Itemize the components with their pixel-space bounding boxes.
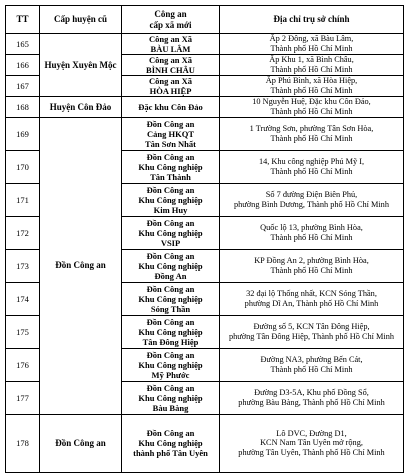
table-header-row <box>6 6 404 34</box>
address-line: 1 Trường Sơn, phường Tân Sơn Hòa, <box>249 123 374 133</box>
address-line: Thành phố Hồ Chí Minh <box>270 265 353 275</box>
table-row <box>6 97 404 118</box>
address-cell <box>220 97 404 118</box>
unit-line: Cảng HKQT <box>147 128 194 139</box>
address-line: Thành phố Hồ Chí Minh <box>270 232 353 242</box>
header-unit-line: cấp xã mới <box>149 19 192 30</box>
unit-line: Đồn Công an <box>146 382 195 393</box>
unit-line: HÒA HIỆP <box>149 86 192 97</box>
row-tt: 178 <box>6 414 40 472</box>
unit-cell <box>122 117 220 150</box>
address-line: 14, Khu công nghiệp Phú Mỹ I, <box>258 156 365 166</box>
unit-line: Tân Sơn Nhất <box>144 138 196 149</box>
unit-line: Tân Đông Hiệp <box>142 336 199 347</box>
row-tt: 175 <box>6 315 40 348</box>
unit-line: Đồn Công an <box>146 118 195 129</box>
header-address: Địa chỉ trụ sở chính <box>220 6 404 34</box>
unit-line: Mỹ Phước <box>151 369 190 380</box>
address-cell <box>220 150 404 183</box>
address-cell <box>220 249 404 282</box>
unit-line: VSIP <box>160 237 181 248</box>
unit-line: Đồn Công an <box>146 428 195 439</box>
unit-cell <box>122 249 220 282</box>
unit-line: Bàu Bàng <box>152 402 189 413</box>
unit-line: Công an Xã <box>149 76 192 87</box>
unit-cell <box>122 76 220 97</box>
unit-cell <box>122 216 220 249</box>
address-cell <box>220 76 404 97</box>
district-cell: Huyện Côn Đảo <box>40 97 122 118</box>
row-tt: 173 <box>6 249 40 282</box>
address-cell <box>220 381 404 414</box>
row-tt: 177 <box>6 381 40 414</box>
address-line: Lô DVC, Đường D1, <box>276 428 347 438</box>
address-cell <box>220 34 404 55</box>
row-tt: 170 <box>6 150 40 183</box>
address-line: Ấp 2 Đông, xã Bàu Lâm, <box>269 34 354 44</box>
unit-line: Đồn Công an <box>146 316 195 327</box>
document-page <box>5 5 403 473</box>
unit-line: Đặc khu Côn Đảo <box>138 101 203 112</box>
unit-line: BÀU LÂM <box>150 44 191 55</box>
address-cell <box>220 55 404 76</box>
address-cell <box>220 216 404 249</box>
address-cell <box>220 348 404 381</box>
unit-cell <box>122 97 220 118</box>
district-cell: Huyện Xuyên Mộc <box>40 34 122 97</box>
table-row <box>6 34 404 55</box>
unit-cell <box>122 348 220 381</box>
header-unit <box>122 6 220 34</box>
unit-cell <box>122 315 220 348</box>
unit-line: Khu Công nghiệp <box>138 260 203 271</box>
police-unit-table <box>5 5 404 473</box>
unit-cell <box>122 183 220 216</box>
row-tt: 167 <box>6 76 40 97</box>
address-line: Ấp Phú Bình, xã Hòa Hiệp, <box>265 76 358 86</box>
address-line: phường Dĩ An, Thành phố Hồ Chí Minh <box>244 298 379 308</box>
unit-line: Khu Công nghiệp <box>138 392 203 403</box>
address-cell <box>220 117 404 150</box>
row-tt: 166 <box>6 55 40 76</box>
row-tt: 165 <box>6 34 40 55</box>
unit-cell <box>122 381 220 414</box>
unit-line: Đồn Công an <box>146 217 195 228</box>
address-line: Đường số 5, KCN Tân Đông Hiệp, <box>253 321 370 331</box>
unit-cell <box>122 414 220 472</box>
row-tt: 174 <box>6 282 40 315</box>
unit-line: Đồng An <box>154 270 187 281</box>
address-cell <box>220 282 404 315</box>
address-line: 10 Nguyễn Huệ, Đặc khu Côn Đảo, <box>252 97 371 107</box>
unit-line: Công an Xã <box>149 34 192 44</box>
row-tt: 176 <box>6 348 40 381</box>
address-cell <box>220 315 404 348</box>
address-line: Thành phố Hồ Chí Minh <box>270 65 353 75</box>
address-cell <box>220 183 404 216</box>
unit-line: Đồn Công an <box>146 250 195 261</box>
unit-line: Khu Công nghiệp <box>138 359 203 370</box>
unit-line: Đồn Công an <box>146 151 195 162</box>
address-line: phường Bình Dương, Thành phố Hồ Chí Minh <box>234 199 389 209</box>
unit-line: Đồn Công an <box>146 349 195 360</box>
address-line: Ấp Khu 1, xã Bình Châu, <box>269 55 354 65</box>
table-row <box>6 117 404 150</box>
unit-line: Khu Công nghiệp <box>138 161 203 172</box>
header-tt: TT <box>6 6 40 34</box>
address-line: Đường NA3, phường Bến Cát, <box>260 354 363 364</box>
unit-cell <box>122 34 220 55</box>
unit-line: Đồn Công an <box>146 283 195 294</box>
unit-line: Khu Công nghiệp <box>138 194 203 205</box>
address-line: phường Tân Uyên, Thành phố Hồ Chí Minh <box>238 448 385 458</box>
header-district: Cấp huyện cũ <box>40 6 122 34</box>
unit-line: Khu Công nghiệp <box>138 438 203 449</box>
unit-line: Kim Huy <box>153 204 188 215</box>
district-cell: Đồn Công an <box>40 414 122 472</box>
address-line: Thành phố Hồ Chí Minh <box>270 44 353 54</box>
header-unit-line: Công an <box>154 8 187 19</box>
address-line: KCN Nam Tân Uyên mở rộng, <box>260 438 363 448</box>
row-tt: 168 <box>6 97 40 118</box>
address-cell <box>220 414 404 472</box>
address-line: Thành phố Hồ Chí Minh <box>270 106 353 116</box>
unit-line: thành phố Tân Uyên <box>133 448 208 459</box>
row-tt: 172 <box>6 216 40 249</box>
unit-line: Khu Công nghiệp <box>138 326 203 337</box>
unit-line: Tân Thành <box>150 171 191 182</box>
unit-cell <box>122 55 220 76</box>
unit-line: Đồn Công an <box>146 184 195 195</box>
district-cell: Đồn Công an <box>40 117 122 414</box>
row-tt: 171 <box>6 183 40 216</box>
address-line: KP Đồng An 2, phường Bình Hòa, <box>254 255 369 265</box>
address-line: Quốc lộ 13, phường Bình Hòa, <box>260 222 363 232</box>
address-line: phường Bàu Bàng, Thành phố Hồ Chí Minh <box>238 397 385 407</box>
unit-cell <box>122 150 220 183</box>
address-line: Thành phố Hồ Chí Minh <box>270 86 353 96</box>
unit-line: Khu Công nghiệp <box>138 293 203 304</box>
address-line: Thành phố Hồ Chí Minh <box>270 166 353 176</box>
address-line: Đường D3-5A, Khu phố Đồng Sổ, <box>254 387 369 397</box>
unit-line: Công an Xã <box>149 55 192 66</box>
unit-cell <box>122 282 220 315</box>
row-tt: 169 <box>6 117 40 150</box>
address-line: phường Tân Đông Hiệp, Thành phố Hồ Chí Minh <box>228 331 395 341</box>
unit-line: BÌNH CHÂU <box>146 65 195 76</box>
address-line: 32 đại lộ Thống nhất, KCN Sóng Thần, <box>246 288 377 298</box>
address-line: Thành phố Hồ Chí Minh <box>270 133 353 143</box>
address-line: Số 7 đường Điện Biên Phủ, <box>265 189 358 199</box>
address-line: Thành phố Hồ Chí Minh <box>270 364 353 374</box>
unit-line: Sóng Thần <box>150 303 191 314</box>
unit-line: Khu Công nghiệp <box>138 227 203 238</box>
table-row <box>6 414 404 472</box>
